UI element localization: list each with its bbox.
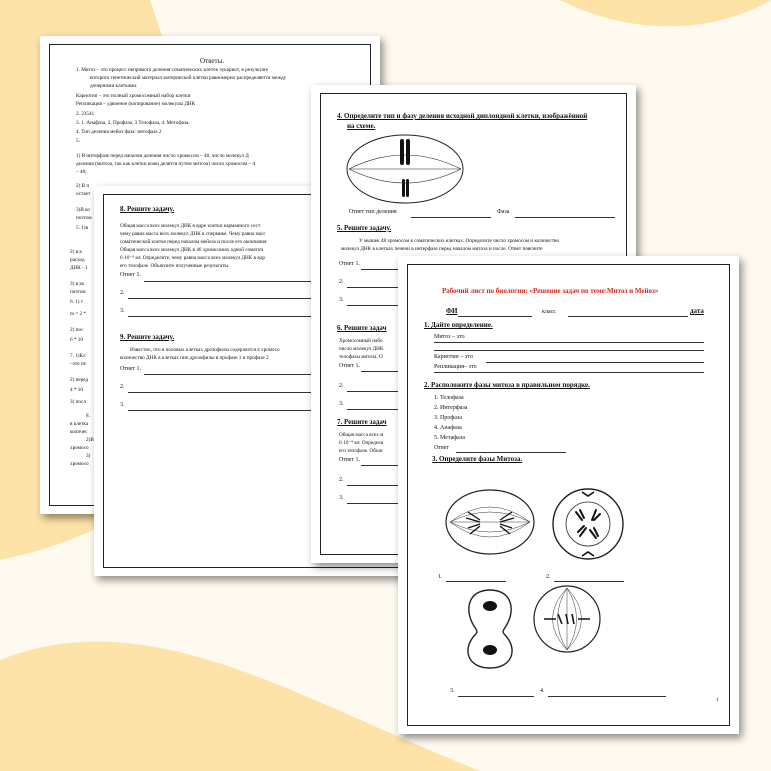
task-text: Известно, что в половых клетках дрозофилы содержится 4 хромосо: [130, 347, 280, 353]
answer-line: 2) пос: [70, 327, 84, 333]
task-text: телофазы митоза. О: [339, 354, 383, 360]
answer-line: поэтом: [70, 289, 86, 295]
answer-label: Ответ 1.: [339, 363, 361, 369]
answer-number: 2.: [339, 279, 344, 285]
answers-title: Ответы.: [200, 57, 224, 65]
phase-answer-line[interactable]: [446, 581, 506, 582]
answer-line: 6. 1) т: [70, 299, 84, 305]
answer-line: 4 * 10: [70, 387, 83, 393]
answer-line: ДНК - 1: [70, 265, 88, 271]
task-text: Общая масса всех м: [339, 432, 384, 438]
phase-answer-line[interactable]: [554, 581, 624, 582]
task-text: чему равна масса всех молекул ДНК в спермике. Чему равна масс: [120, 231, 266, 237]
answer-number: 3.: [339, 297, 344, 303]
answer-number: 2.: [339, 477, 344, 483]
phase-answer-number: 4.: [540, 688, 545, 694]
mitosis-cell-1-image: [444, 488, 536, 556]
answer-line: 3) посл: [70, 399, 87, 405]
task-6-title: 6. Решите задач: [337, 324, 387, 332]
answer-line[interactable]: [411, 217, 491, 218]
answer-line: дочерними клетками.: [90, 83, 138, 89]
phase-item: 1. Телофаза: [434, 395, 464, 401]
page-number: 1: [716, 697, 719, 703]
answer-line: которого генетический материал материнской клетки равномерно распределяется между: [90, 75, 287, 81]
answer-line[interactable]: [347, 503, 401, 504]
answer-number: 2.: [120, 384, 125, 390]
answer-line: 3)В ко: [76, 207, 90, 213]
task-8-title: 8. Решите задачу.: [120, 205, 175, 213]
answer-number: 3.: [339, 495, 344, 501]
answer-line[interactable]: [515, 217, 615, 218]
answer-line: хромосо: [70, 445, 89, 451]
answer-line: деления (митоза, так как клетки кожи делятся путем митоза) число хромосом – 4: [76, 161, 255, 167]
task-text: число молекул ДНК: [339, 346, 384, 352]
answer-line: –это пе: [70, 361, 86, 367]
answer-line: Репликация – удвоение (копирование) молекулы ДНК: [76, 101, 196, 107]
answer-number: 3.: [120, 402, 125, 408]
task-text: Общая масса всех молекул ДНК в 46 хромосомах одной соматич: [120, 247, 264, 253]
answer-line: 8.: [86, 413, 90, 419]
answer-type-label: Ответ тип деления: [349, 209, 397, 215]
mitosis-cell-2-image: [550, 486, 626, 562]
replication-label: Репликация– это: [434, 364, 477, 370]
answer-line[interactable]: [347, 485, 401, 486]
answer-number: 2.: [339, 383, 344, 389]
worksheet-title: Рабочий лист по биологии: «Решение задач по теме:Митоз и Мейоз»: [442, 287, 659, 295]
fi-label: ФИ: [446, 307, 458, 315]
answer-label: Ответ 1.: [339, 457, 361, 463]
task-text: соматической клетке перед началом мейоза и после его окончания: [120, 239, 267, 245]
answer-line: остает: [76, 191, 91, 197]
answer-line: 2. 23541: [76, 111, 95, 117]
answer-line[interactable]: [347, 391, 401, 392]
phase-item: 5. Метафаза: [434, 435, 465, 441]
question-2-title: 2. Расположите фазы митоза в правильном порядке.: [424, 381, 590, 389]
question-3-title: 3. Определите фазы Митоза.: [432, 455, 523, 463]
class-label: класс: [542, 309, 556, 315]
phase-answer-number: 1.: [438, 574, 443, 580]
mitoz-answer-line[interactable]: [434, 342, 704, 343]
karyotype-label: Кариотип – это: [434, 354, 473, 360]
date-label: дата: [690, 307, 704, 315]
meiosis-diagram: [345, 133, 465, 205]
answer-line: расход: [70, 257, 85, 263]
answer-line: поэтом: [76, 215, 92, 221]
answer-label: Ответ 1.: [339, 261, 361, 267]
task-9-title: 9. Решите задачу.: [120, 333, 175, 341]
task-text: У мышек 48 хромосом в соматических клетках. Определите число хромосом и количество: [359, 238, 560, 244]
answer-line: 2) В п: [76, 183, 90, 189]
answer-line: 3) в ко: [70, 281, 85, 287]
mitosis-cell-3-image: [460, 588, 520, 670]
fi-line[interactable]: [458, 316, 532, 317]
task-text: молекул ДНК в клетках печени в интерфазе перед началом митоза и после. Ответ поясните: [341, 246, 543, 252]
answer-line[interactable]: [361, 465, 401, 466]
phase-answer-number: 3.: [450, 688, 455, 694]
class-line[interactable]: [568, 316, 688, 317]
phase-answer-line[interactable]: [458, 696, 534, 697]
phase-item: 4. Анафаза: [434, 425, 462, 431]
order-answer-line[interactable]: [456, 452, 566, 453]
answer-line: Кариотип – это полный хромосомный набор клетки: [76, 93, 191, 99]
mitosis-cell-4-image: [532, 584, 602, 654]
task-4-title-cont: на схеме.: [347, 122, 376, 130]
answer-line: m = 2 *: [70, 311, 87, 317]
answer-line: 2)В: [86, 437, 94, 443]
answer-line: 3. 1. Анафаза, 2, Профаза, 3 Телофаза, 4. Метофаза.: [76, 120, 190, 126]
answer-line: 6 * 10: [70, 337, 83, 343]
worksheet-sheet: [398, 256, 739, 734]
task-4-title: 4. Определите тип и фазу деления исходной диплоидной клетки, изображённой: [337, 112, 588, 120]
answer-line[interactable]: [347, 409, 401, 410]
task-text: Общая масса всех молекул ДНК в ядре клетки карманного сост: [120, 223, 261, 229]
answer-label: Ответ 1.: [120, 272, 142, 278]
task-7-title: 7. Решите задач: [337, 418, 387, 426]
answer-line: хромосо: [70, 461, 89, 467]
answer-line: 1. Митоз – это процесс непрямого деления соматических клеток эукариот, в результате: [76, 67, 269, 73]
answer-label: Ответ: [434, 445, 450, 451]
answer-line: 2) в к: [70, 249, 82, 255]
answer-line: 3): [86, 453, 91, 459]
task-5-title: 5. Решите задачу.: [337, 224, 392, 232]
karyotype-answer-line[interactable]: [486, 362, 704, 363]
answer-number: 3.: [339, 401, 344, 407]
task-text: 6·10⁻⁹ мг. Определи: [339, 440, 384, 446]
answer-line[interactable]: [361, 371, 401, 372]
task-text: количество ДНК в клетках пип дрозофилы в профазе 1 и профазе 2: [120, 355, 269, 361]
task-text: 6·10⁻⁹ мг. Определите, чему равна масса всех молекул ДНК в ядр: [120, 255, 265, 261]
answer-line: 5.: [76, 138, 80, 144]
phase-answer-number: 2.: [546, 574, 551, 580]
answer-line: 7. 1)Кл: [70, 353, 86, 359]
task-text: его телофазе. Объясните полученные результаты.: [120, 263, 230, 269]
answer-line: 4. Тип деления мейоз фаза: метофаза 2: [76, 129, 162, 135]
question-1-title: 1. Дайте определение.: [424, 321, 493, 329]
phase-item: 2. Интерфаза: [434, 405, 468, 411]
answer-line: в клетка: [70, 421, 89, 427]
replication-answer-line[interactable]: [434, 372, 704, 373]
answer-line: 5. 1)в: [76, 225, 88, 231]
answer-number: 2.: [120, 290, 125, 296]
phase-answer-line[interactable]: [548, 696, 666, 697]
answer-number: 3.: [120, 308, 125, 314]
answer-line: 1) В интерфазе перед началом деления число хромосом – 48, число молекул Д: [76, 153, 249, 159]
phase-item: 3. Профаза: [434, 415, 462, 421]
answer-line: количес: [70, 429, 88, 435]
task-text: его телофазе. Объяс: [339, 448, 384, 454]
task-text: Хромосомный набо: [339, 338, 383, 344]
phase-label: Фаза: [497, 209, 510, 215]
answer-label: Ответ 1.: [120, 366, 142, 372]
answer-line: – 48;: [76, 169, 87, 175]
mitoz-answer-line[interactable]: [434, 350, 704, 351]
mitoz-label: Митоз – это: [434, 334, 465, 340]
answer-line: 2) перед: [70, 377, 89, 383]
